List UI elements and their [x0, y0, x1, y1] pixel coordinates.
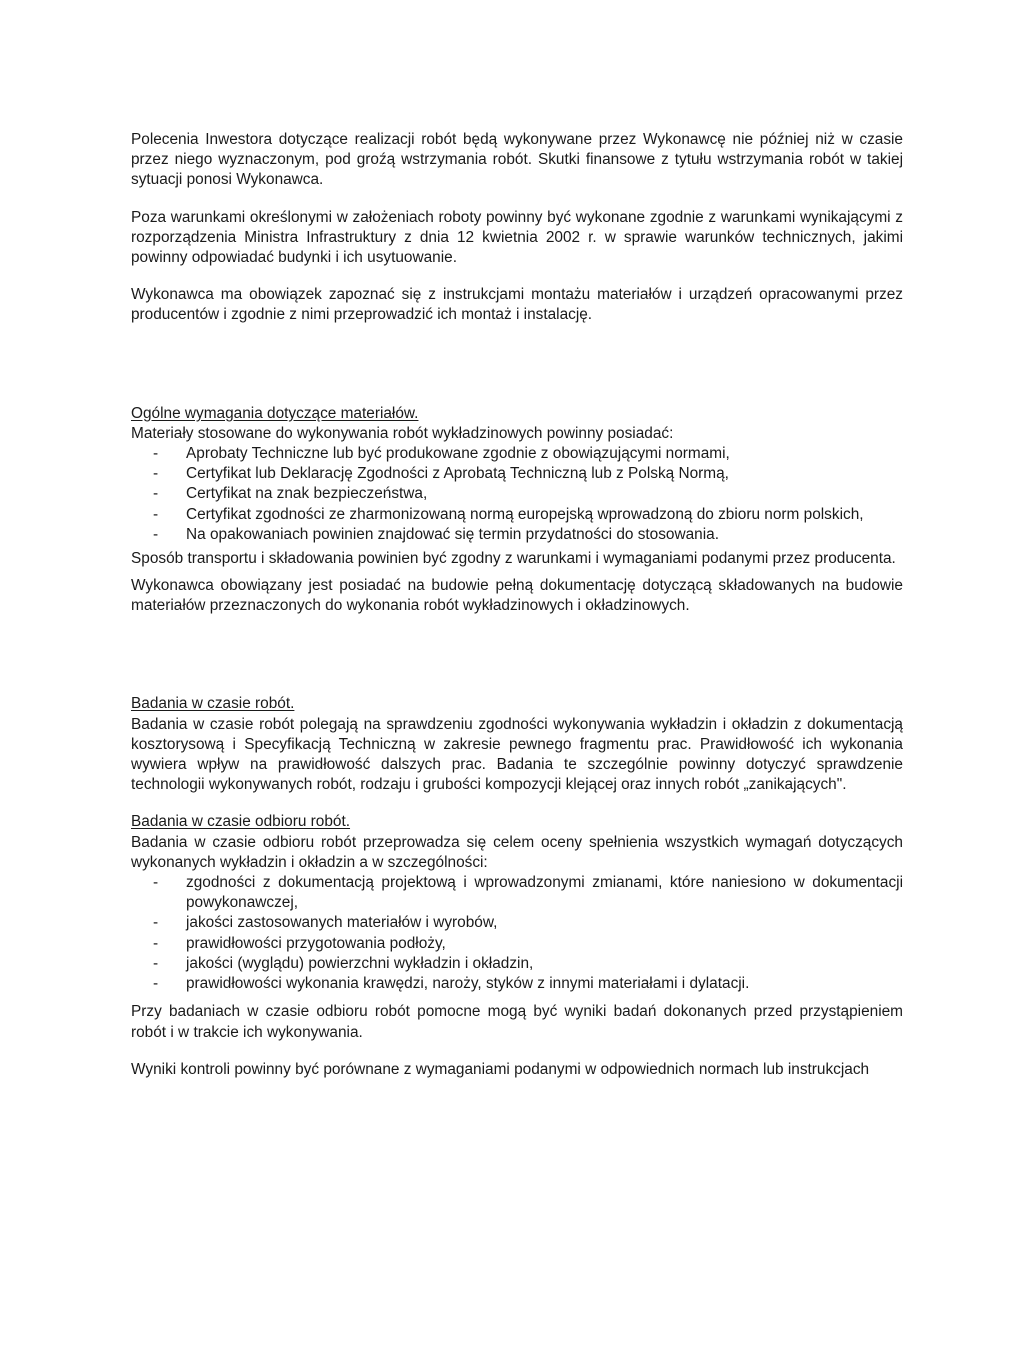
intro-paragraph-installation: Wykonawca ma obowiązek zapoznać się z instrukcjami montażu materiałów i urządzeń opracowanymi przez producentów i zgodnie z nimi przeprowadzić ich montaż i instalację. [131, 286, 903, 324]
intro-paragraph-instructions: Polecenia Inwestora dotyczące realizacji robót będą wykonywane przez Wykonawcę nie później niż w czasie przez niego wyznaczonym, pod groźą wstrzymania robót. Skutki finansowe z tytułu wstrzymania robót w takiej sytuacji ponosi Wykonawca. [131, 131, 903, 189]
materials-lead: Materiały stosowane do wykonywania robót wykładzinowych powinny posiadać: [131, 424, 674, 442]
list-item: - Certyfikat zgodności ze zharmonizowaną normą europejską wprowadzoną do zbioru norm polskich, [131, 505, 903, 525]
testing-during-paragraph: Badania w czasie robót polegają na sprawdzeniu zgodności wykonywania wykładzin i okładzin z dokumentacją kosztorysową i Specyfikacją Techniczną w zakresie pewnego fragmentu prac. Prawidłowość ich wykonania wywiera wpływ na prawidłowość dalszych prac. Badania te szczególnie powinny dotyczyć sprawdzenie technologii wykonywanych robót, rodzaju i grubości kompozycji klejącej oraz innych robót „zanikających". [131, 715, 903, 794]
materials-transport-paragraph: Sposób transportu i składowania powinien być zgodny z warunkami i wymaganiami podanymi przez producenta. [131, 550, 896, 568]
list-item: - prawidłowości przygotowania podłoży, [131, 934, 903, 954]
list-item: - prawidłowości wykonania krawędzi, naroży, styków z innymi materiałami i dylatacji. [131, 974, 903, 994]
list-item: - Certyfikat lub Deklarację Zgodności z Aprobatą Techniczną lub z Polską Normą, [131, 464, 903, 484]
testing-results-paragraph: Wyniki kontroli powinny być porównane z wymaganiami podanymi w odpowiednich normach lub instrukcjach [131, 1060, 870, 1078]
document-page [131, 130, 903, 1080]
materials-documentation-paragraph: Wykonawca obowiązany jest posiadać na budowie pełną dokumentację dotyczącą składowanych na budowie materiałów przeznaczonych do wykonania robót wykładzinowych i okładzinowych. [131, 577, 903, 615]
list-item: - Na opakowaniach powinien znajdować się termin przydatności do stosowania. [131, 525, 903, 545]
testing-acceptance-lead: Badania w czasie odbioru robót przeprowadza się celem oceny spełnienia wszystkich wymagań dotyczących wykonanych wykładzin i okładzin a w szczególności: [131, 833, 903, 871]
materials-requirements-list [131, 444, 903, 545]
testing-during-heading: Badania w czasie robót. [131, 695, 295, 713]
list-item: - Aprobaty Techniczne lub być produkowane zgodnie z obowiązującymi normami, [131, 444, 903, 464]
list-item: - Certyfikat na znak bezpieczeństwa, [131, 484, 903, 504]
intro-paragraph-regulations: Poza warunkami określonymi w założeniach roboty powinny być wykonane zgodnie z warunkami wynikającymi z rozporządzenia Ministra Infrastruktury z dnia 12 kwietnia 2002 r. w sprawie warunków technicznych, jakimi powinny odpowiadać budynki i ich usytuowanie. [131, 208, 903, 267]
list-item: - zgodności z dokumentacją projektową i wprowadzonymi zmianami, które naniesiono w dokumentacji powykonawczej, [131, 873, 903, 913]
testing-acceptance-list [131, 873, 903, 994]
list-item: - jakości (wyglądu) powierzchni wykładzin i okładzin, [131, 954, 903, 974]
list-item: - jakości zastosowanych materiałów i wyrobów, [131, 913, 903, 933]
testing-acceptance-heading: Badania w czasie odbioru robót. [131, 813, 351, 831]
testing-acceptance-helpful-paragraph: Przy badaniach w czasie odbioru robót pomocne mogą być wyniki badań dokonanych przed przystąpieniem robót i w trakcie ich wykonywania. [131, 1003, 903, 1041]
materials-heading: Ogólne wymagania dotyczące materiałów. [131, 404, 419, 422]
